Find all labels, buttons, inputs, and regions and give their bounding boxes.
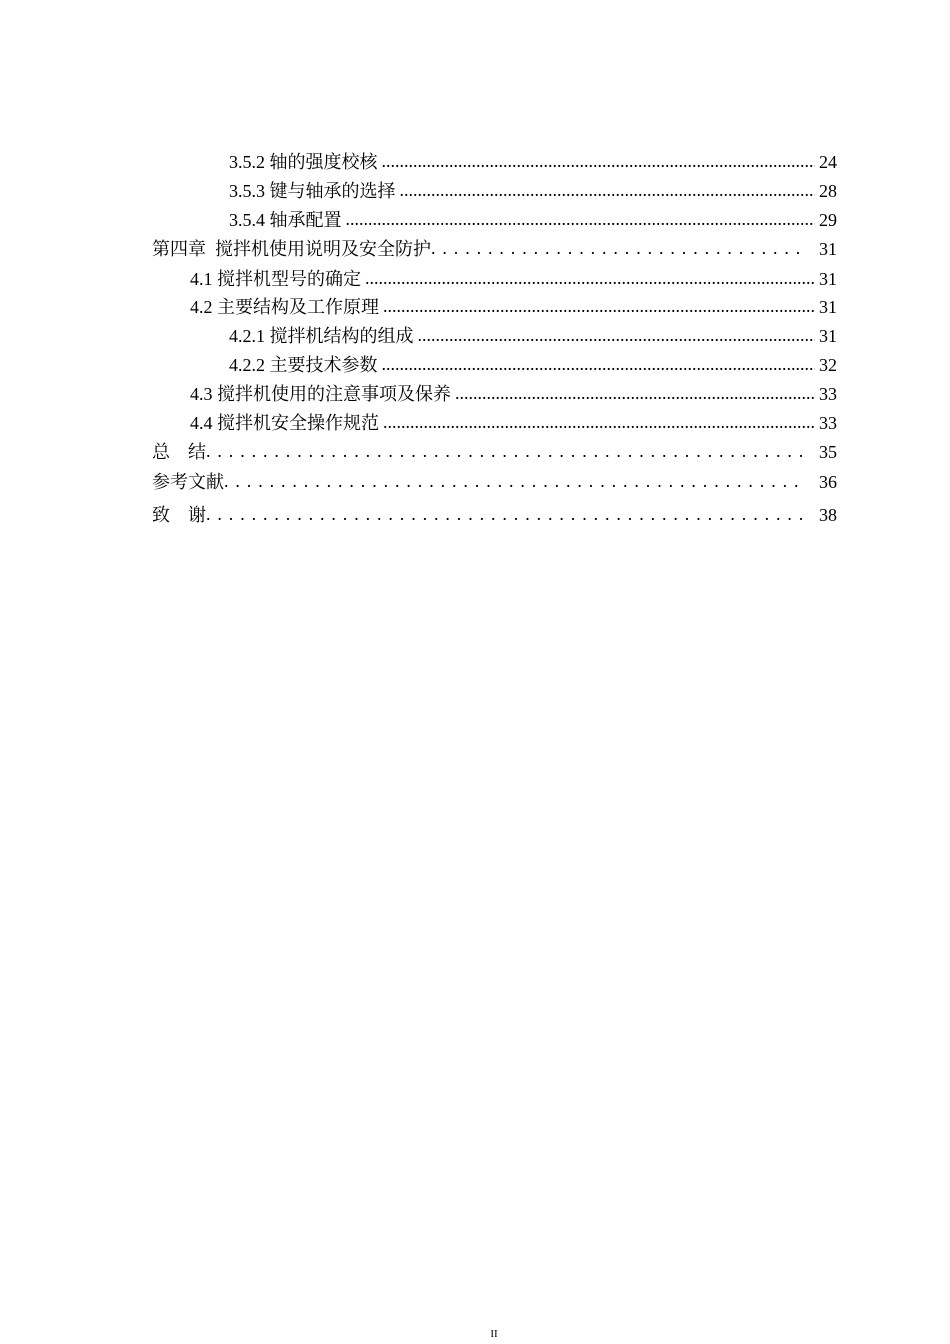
toc-entry-title: 4.2.2 主要技术参数 bbox=[229, 355, 378, 375]
toc-entry-4-2[interactable] bbox=[190, 295, 837, 319]
toc-entry-title: 4.2 主要结构及工作原理 bbox=[190, 297, 379, 317]
dot-leader bbox=[383, 410, 815, 434]
toc-entry-title: 4.4 搅拌机安全操作规范 bbox=[190, 413, 379, 433]
toc-entry-page: 35 bbox=[819, 442, 837, 462]
toc-entry-page: 33 bbox=[819, 384, 837, 404]
toc-entry-title: 第四章 搅拌机使用说明及安全防护 bbox=[152, 239, 431, 259]
dot-leader bbox=[224, 469, 805, 493]
dot-leader bbox=[365, 266, 815, 290]
toc-entry-page: 31 bbox=[819, 297, 837, 317]
dot-leader bbox=[206, 502, 805, 526]
toc-entry-page: 31 bbox=[819, 239, 837, 259]
toc-entry-title: 4.3 搅拌机使用的注意事项及保养 bbox=[190, 384, 451, 404]
toc-entry-3-5-3[interactable] bbox=[229, 179, 837, 203]
toc-entry-chapter-4[interactable] bbox=[152, 237, 837, 261]
toc-entry-page: 29 bbox=[819, 210, 837, 230]
toc-entry-title: 参考文献 bbox=[152, 472, 224, 492]
toc-entry-title: 总 结 bbox=[152, 442, 206, 462]
toc-entry-3-5-2[interactable] bbox=[229, 150, 837, 174]
toc-entry-page: 32 bbox=[819, 355, 837, 375]
toc-entry-title: 4.1 搅拌机型号的确定 bbox=[190, 269, 361, 289]
dot-leader bbox=[382, 352, 816, 376]
toc-entry-title: 致 谢 bbox=[152, 505, 206, 525]
dot-leader bbox=[400, 178, 816, 202]
toc-entry-title: 4.2.1 搅拌机结构的组成 bbox=[229, 326, 414, 346]
dot-leader bbox=[455, 381, 815, 405]
toc-entry-4-2-2[interactable] bbox=[229, 353, 837, 377]
toc-entry-page: 38 bbox=[819, 505, 837, 525]
toc-entry-title: 3.5.4 轴承配置 bbox=[229, 210, 342, 230]
dot-leader bbox=[431, 236, 805, 260]
toc-entry-page: 24 bbox=[819, 152, 837, 172]
toc-entry-acknowledgements[interactable] bbox=[152, 503, 837, 527]
toc-entry-page: 31 bbox=[819, 326, 837, 346]
table-of-contents bbox=[0, 0, 950, 560]
toc-entry-page: 33 bbox=[819, 413, 837, 433]
toc-entry-4-1[interactable] bbox=[190, 267, 837, 291]
toc-entry-3-5-4[interactable] bbox=[229, 208, 837, 232]
toc-entry-4-2-1[interactable] bbox=[229, 324, 837, 348]
toc-entry-summary[interactable] bbox=[152, 440, 837, 464]
toc-entry-4-3[interactable] bbox=[190, 382, 837, 406]
dot-leader bbox=[383, 294, 815, 318]
toc-entry-4-4[interactable] bbox=[190, 411, 837, 435]
dot-leader bbox=[382, 149, 816, 173]
toc-entry-title: 3.5.3 键与轴承的选择 bbox=[229, 181, 396, 201]
toc-entry-references[interactable] bbox=[152, 470, 837, 494]
dot-leader bbox=[418, 323, 816, 347]
toc-entry-title: 3.5.2 轴的强度校核 bbox=[229, 152, 378, 172]
footer-page-number: II bbox=[490, 1328, 498, 1340]
dot-leader bbox=[346, 207, 816, 231]
dot-leader bbox=[206, 439, 805, 463]
toc-entry-page: 36 bbox=[819, 472, 837, 492]
toc-entry-page: 28 bbox=[819, 181, 837, 201]
toc-entry-page: 31 bbox=[819, 269, 837, 289]
